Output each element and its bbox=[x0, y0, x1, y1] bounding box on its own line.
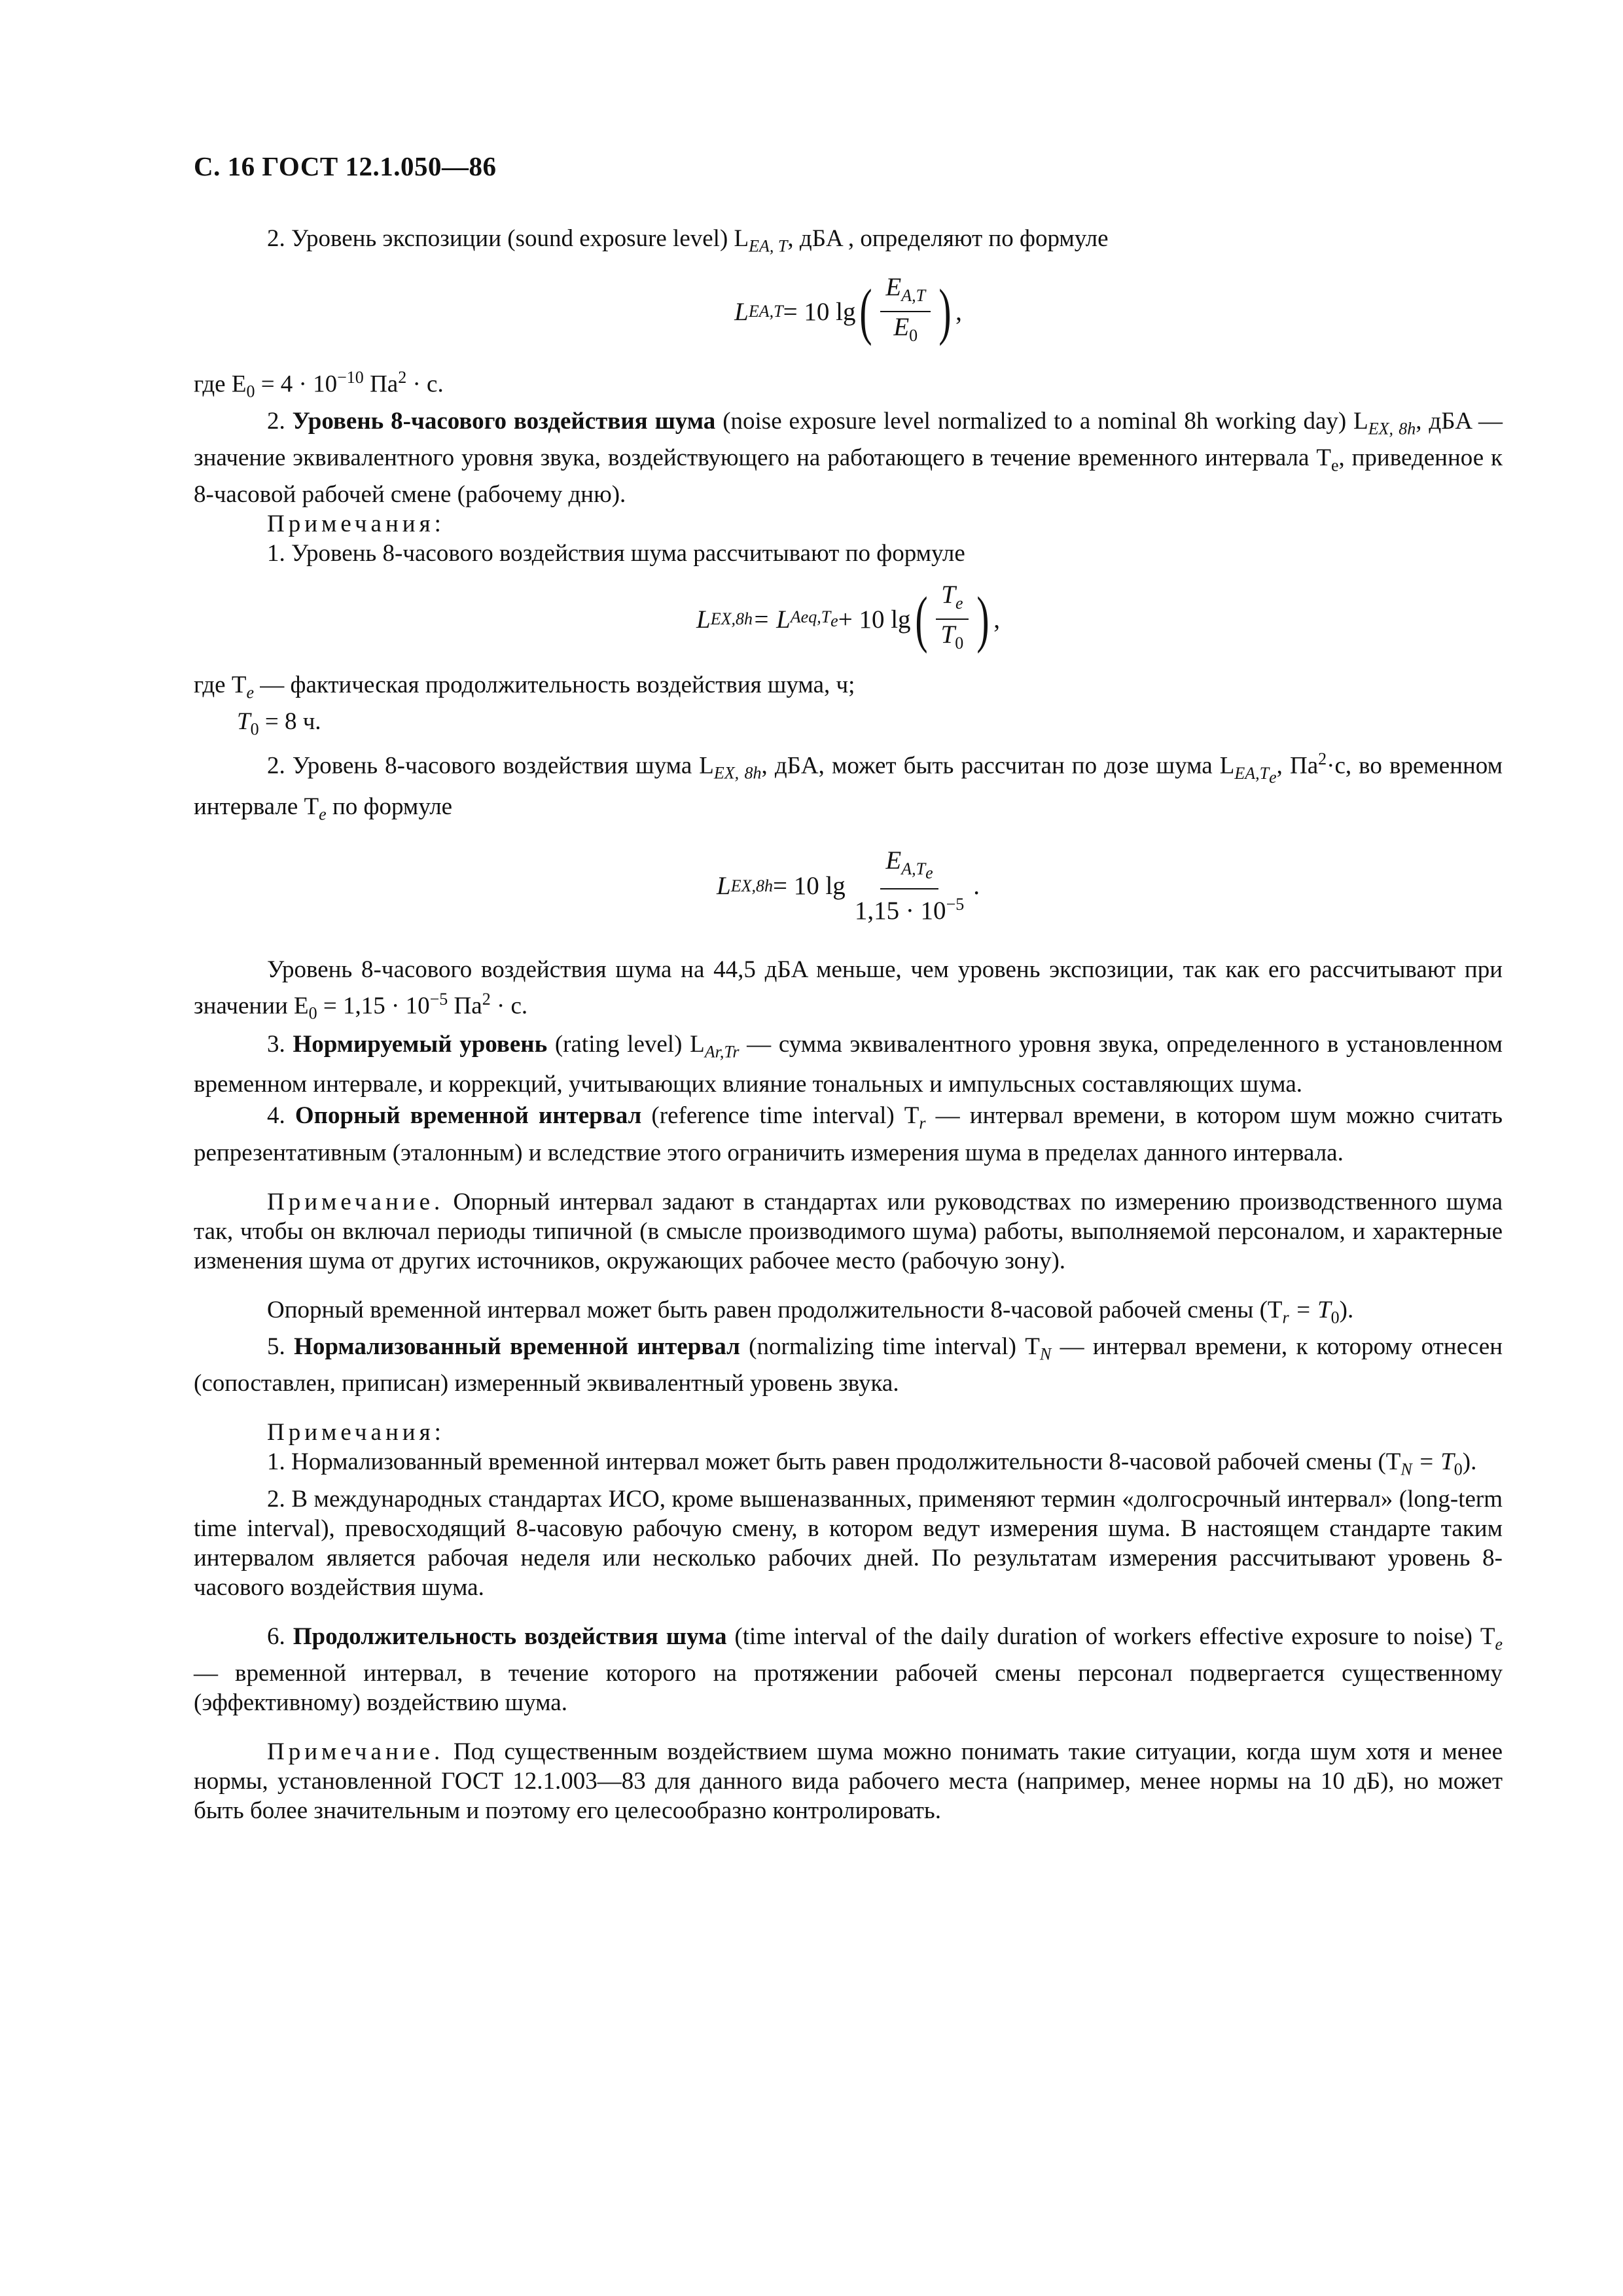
term-noise-exposure-level: 2. Уровень 8-часового воздействия шума (noise exposure level normalized to a nominal 8h working day) $L_{EX, 8h}$, дБA — значение эквивалентного уровня звука, воздействующего на работающего в течение временного интервала $T_e$, приведенное к 8-часовой рабочей смене (рабочему дню). bbox=[194, 407, 1503, 509]
where-e0: где $E_0 = 4 \cdot 10^{-10}$ $Па^2 \cdot с$. bbox=[194, 367, 444, 401]
notes-heading-2: Примечания: bbox=[267, 1419, 445, 1446]
term-normalizing-time-interval: 5. Нормализованный временной интервал (normalizing time interval) $T_N$ — интервал времени, к которому отнесен (сопоставлен, приписан) измеренный эквивалентный уровень звука. bbox=[194, 1333, 1503, 1397]
note-5-2: 2. В международных стандартах ИСО, кроме вышеназванных, применяют термин «долгосрочный интервал» (long-term time interval), превосходящий 8-часовую рабочую смену, в котором ведут измерения шума. В настоящем стандарте таким интервалом является рабочая неделя или несколько рабочих дней. По результатам измерения рассчитывают уровень 8-часового воздействия шума. bbox=[194, 1485, 1503, 1601]
formula-exposure-level: L EA,T = 10 lg ( $\frac{E_{A,T}}{E_0}$ ) , bbox=[734, 273, 962, 347]
note-5-1: 1. Нормализованный временной интервал может быть равен продолжительности 8-часовой рабочей смены $(T_N = T_0)$. bbox=[267, 1448, 1477, 1479]
paragraph-exposure-level: 2. Уровень экспозиции (sound exposure level) $L_{EA, T}$, дБA , определяют по формуле bbox=[267, 225, 1109, 256]
paragraph-reference-interval-extra: Опорный временной интервал может быть равен продолжительности 8-часовой рабочей смены $(T_r = T_0)$. bbox=[267, 1296, 1354, 1327]
page-header: С. 16 ГОСТ 12.1.050—86 bbox=[194, 151, 497, 181]
formula-lex8h-dose: L EX,8h = 10 lg $\frac{E_{A,T_e}}{1,15 \cdot 10^{-5}}$ . bbox=[717, 846, 980, 925]
paragraph-level-difference: Уровень 8-часового воздействия шума на 44,5 дБA меньше, чем уровень экспозиции, так как его рассчитывают при значении $E_0 = 1,15 \cdot 10^{-5}$ $Па^2 \cdot с$. bbox=[194, 956, 1503, 1023]
term-exposure-duration: 6. Продолжительность воздействия шума (time interval of the daily duration of workers effective exposure to noise) $T_e$ — временной интервал, в течение которого на протяжении рабочей смены персонал подвергается существенному (эффективному) воздействию шума. bbox=[194, 1623, 1503, 1717]
where-t0: $T_0 = 8$ ч. bbox=[237, 708, 321, 739]
notes-heading: Примечания: bbox=[267, 511, 445, 538]
note-reference-interval: Примечание. Опорный интервал задают в стандартах или руководствах по измерению производственного шума так, чтобы он включал периоды типичной (в смысле производимого шума) работы, выполняемой персоналом, и характерные изменения шума от других источников, окружающих рабочее место (рабочую зону). bbox=[194, 1188, 1503, 1274]
where-te: где $T_e$ — фактическая продолжительность воздействия шума, ч; bbox=[194, 672, 855, 702]
note-exposure-duration: Примечание. Под существенным воздействием шума можно понимать такие ситуации, когда шум хотя и менее нормы, установленной ГОСТ 12.1.003—83 для данного вида рабочего места (например, менее нормы на 10 дБ), но может быть более значительным и поэтому его целесообразно контролировать. bbox=[194, 1738, 1503, 1825]
formula-lex8h: L EX,8h = L $Aeq,T_e$ + 10 lg ( $\frac{T_e}{T_0}$ ) , bbox=[696, 581, 1000, 655]
note-2-text: 2. Уровень 8-часового воздействия шума $L_{EX, 8h}$, дБA, может быть рассчитан по дозе шума $L_{EA,T_e}$, $Па^2\cdot с$, во временном интервале $T_e$ по формуле bbox=[194, 749, 1503, 824]
document-page bbox=[194, 151, 1503, 1825]
term-rating-level: 3. Нормируемый уровень (rating level) $L_{Ar,Tr}$ — сумма эквивалентного уровня звука, определенного в установленном временном интервале, и коррекций, учитывающих влияние тональных и импульсных составляющих шума. bbox=[194, 1030, 1503, 1098]
note-1-text: 1. Уровень 8-часового воздействия шума рассчитывают по формуле bbox=[267, 540, 965, 567]
term-reference-time-interval: 4. Опорный временной интервал (reference time interval) $T_r$ — интервал времени, в котором шум можно считать репрезентативным (эталонным) и вследствие этого ограничить измерения шума в пределах данного интервала. bbox=[194, 1102, 1503, 1166]
